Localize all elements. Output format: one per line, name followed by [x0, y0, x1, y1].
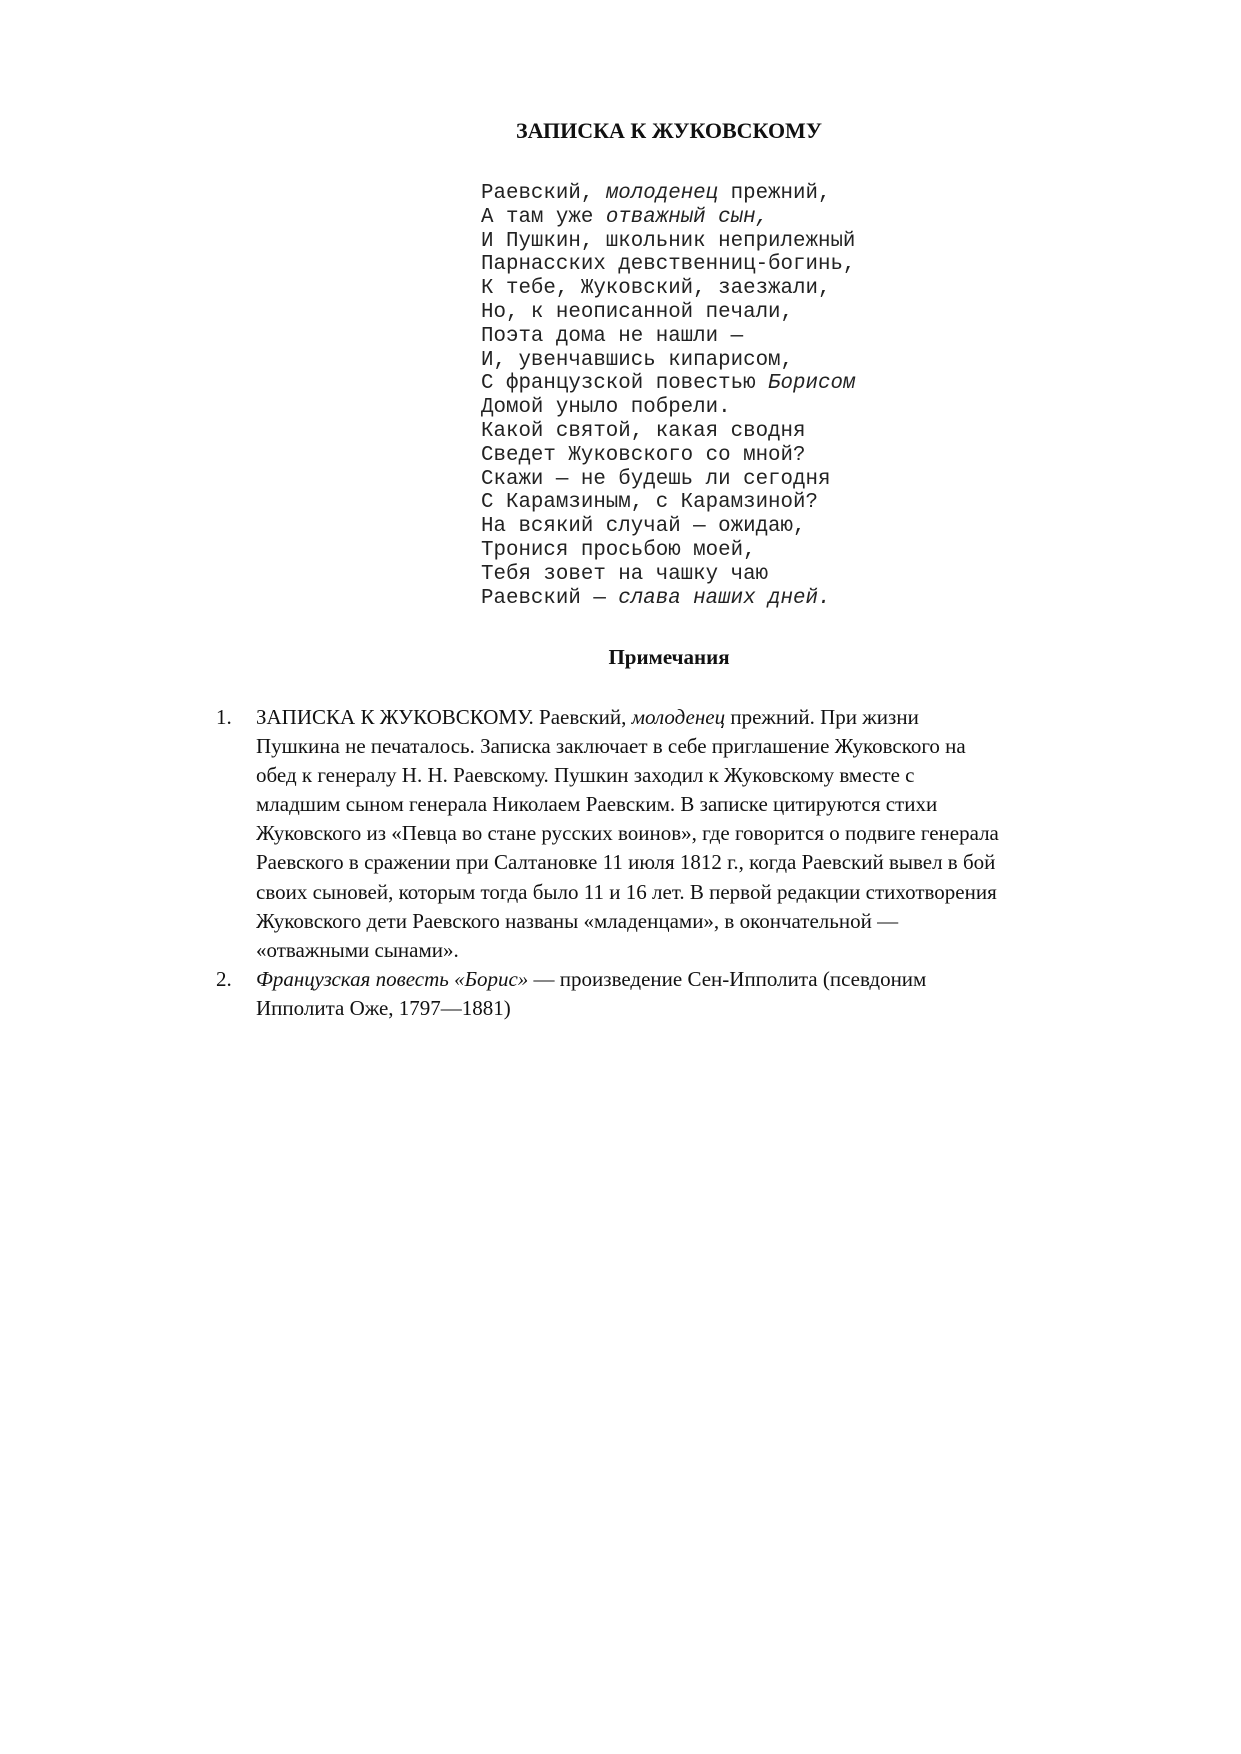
text-segment: Парнасских девственниц-богинь, [481, 253, 856, 277]
text-segment: Жуковского из «Певца во стане русских воинов», где говорится о подвиге генерала [256, 821, 999, 846]
note-number: 2. [216, 966, 232, 991]
document-title: ЗАПИСКА К ЖУКОВСКОМУ [516, 118, 822, 143]
poem-line [481, 515, 855, 539]
text-segment: прежний. При жизни [725, 705, 919, 729]
note-number: 1. [216, 705, 232, 729]
text-segment: И Пушкин, школьник неприлежный [481, 229, 856, 253]
text-segment: — произведение Сен-Ипполита (псевдоним [528, 966, 927, 991]
text-segment: Сведет Жуковского со мной? [481, 443, 806, 467]
notes-list [216, 703, 999, 1023]
text-segment: младшим сыном генерала Николаем Раевским. В записке цитируются стихи [256, 792, 938, 817]
poem-line [481, 206, 855, 230]
text-segment: И, увенчавшись кипарисом, [481, 348, 794, 372]
poem-line [481, 349, 855, 373]
poem-line [481, 420, 855, 444]
text-segment: Скажи — не будешь ли сегодня [481, 467, 831, 491]
text-segment: Ипполита Оже, 1797—1881) [256, 995, 511, 1020]
text-line [256, 994, 999, 1023]
text-line [256, 790, 999, 819]
italic-text: молоденец [605, 182, 719, 205]
poem-line [481, 563, 855, 587]
text-line [256, 819, 999, 848]
text-line [256, 732, 999, 761]
italic-text: Французская повесть «Борис» [256, 966, 529, 991]
text-segment: Раевский — [481, 586, 619, 610]
text-segment: Но, к неописанной печали, [481, 300, 794, 324]
text-line [256, 878, 999, 907]
text-segment: «отважными сынами». [256, 937, 459, 962]
italic-text: Борисом [768, 372, 856, 396]
text-line [256, 761, 999, 790]
text-segment: прежний, [718, 182, 831, 205]
text-segment: ЗАПИСКА К ЖУКОВСКОМУ. Раевский, [256, 705, 632, 729]
text-segment: Какой святой, какая сводня [481, 419, 806, 443]
poem-line [481, 301, 855, 325]
text-segment: Тебя зовет на чашку чаю [481, 562, 769, 586]
poem-line [481, 491, 855, 515]
poem-line [481, 444, 855, 468]
italic-text: отважный сын, [605, 205, 769, 229]
poem-line [481, 230, 855, 254]
italic-text: слава наших дней. [618, 586, 831, 610]
text-segment: С Карамзиным, с Карамзиной? [481, 491, 818, 515]
notes-heading: Примечания [608, 645, 730, 669]
note-item [216, 965, 999, 1023]
text-segment: своих сыновей, которым тогда было 11 и 16 лет. В первой редакции стихотворения [256, 879, 997, 904]
text-line [256, 907, 999, 936]
text-segment: С французской повестью [481, 372, 769, 396]
text-segment: А там уже [481, 205, 606, 229]
text-line [256, 848, 999, 877]
italic-text: молоденец [631, 705, 726, 729]
text-line [256, 703, 999, 732]
poem-line [481, 277, 855, 301]
text-segment: Тронися просьбою моей, [481, 538, 756, 562]
poem-line [481, 587, 855, 611]
text-line [256, 936, 999, 965]
text-segment: Жуковского дети Раевского названы «младенцами», в окончательной — [256, 908, 899, 933]
text-segment: Раевского в сражении при Салтановке 11 июля 1812 г., когда Раевский вывел в бой [256, 850, 996, 875]
poem-line [481, 468, 855, 492]
text-segment: К тебе, Жуковский, заезжали, [481, 277, 831, 301]
text-segment: Поэта дома не нашли — [481, 324, 744, 348]
poem [481, 182, 855, 610]
text-segment: обед к генералу Н. Н. Раевскому. Пушкин заходил к Жуковскому вместе с [256, 763, 915, 788]
poem-line [481, 325, 855, 349]
poem-line [481, 182, 855, 206]
text-segment: Пушкина не печаталось. Записка заключает в себе приглашение Жуковского на [256, 734, 966, 759]
poem-line [481, 253, 855, 277]
poem-line [481, 539, 855, 563]
poem-line [481, 396, 855, 420]
text-line [256, 965, 999, 994]
note-item [216, 703, 999, 965]
text-segment: Домой уныло побрели. [481, 396, 731, 420]
text-segment: На всякий случай — ожидаю, [481, 515, 806, 539]
text-segment: Раевский, [481, 182, 606, 205]
poem-line [481, 372, 855, 396]
